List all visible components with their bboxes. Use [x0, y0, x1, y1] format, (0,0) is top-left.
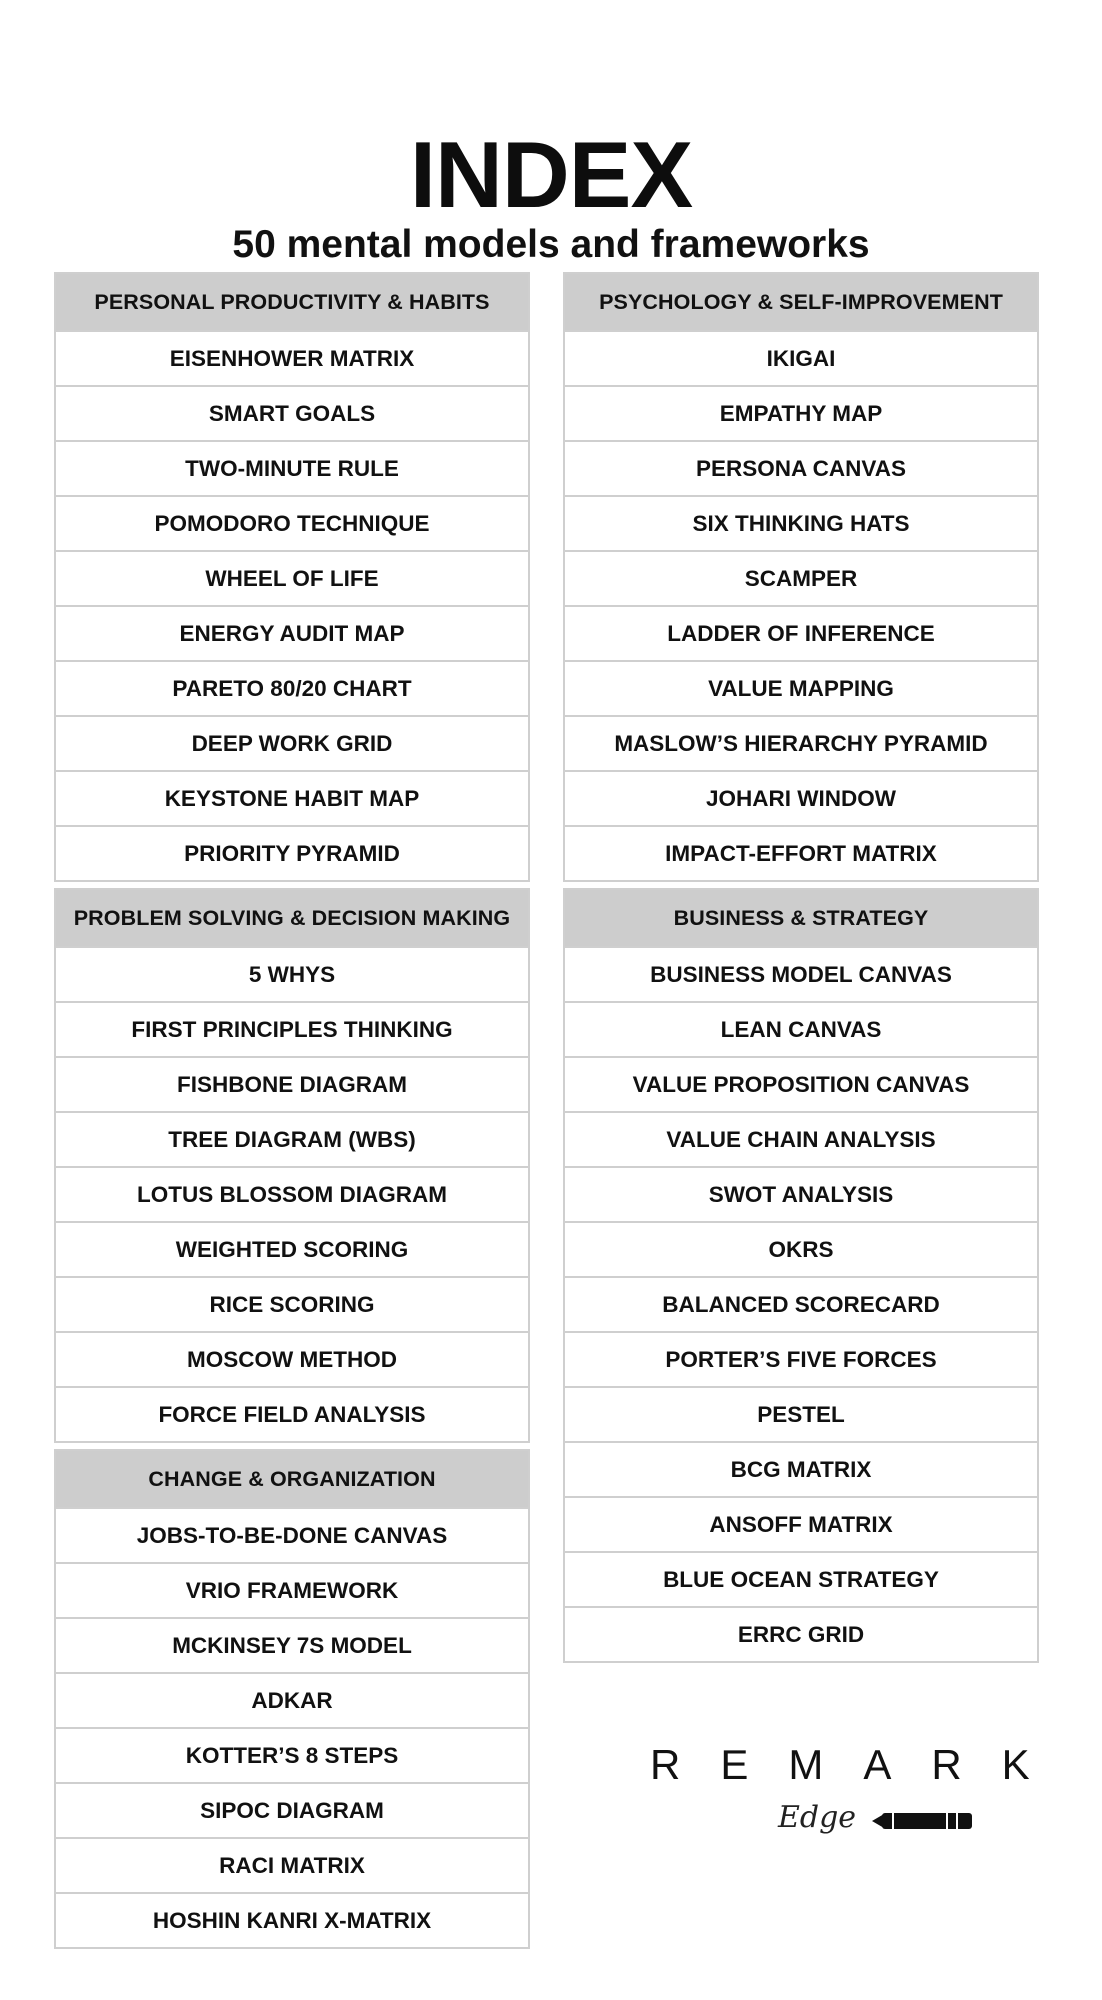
table-row: PARETO 80/20 CHART — [56, 660, 528, 715]
table-row: 5 WHYS — [56, 946, 528, 1001]
page-title: INDEX — [409, 122, 693, 227]
table-row: LEAN CANVAS — [565, 1001, 1037, 1056]
section-heading: PERSONAL PRODUCTIVITY & HABITS — [56, 274, 528, 330]
table-row: EISENHOWER MATRIX — [56, 330, 528, 385]
brand-logo — [600, 1740, 1070, 1850]
table-row: SMART GOALS — [56, 385, 528, 440]
brand-tagline: Edge — [778, 1800, 857, 1835]
table-row: FISHBONE DIAGRAM — [56, 1056, 528, 1111]
table-row: WHEEL OF LIFE — [56, 550, 528, 605]
section-heading: BUSINESS & STRATEGY — [565, 890, 1037, 946]
table-row: OKRS — [565, 1221, 1037, 1276]
pencil-icon — [872, 1810, 976, 1832]
table-row: POMODORO TECHNIQUE — [56, 495, 528, 550]
section-heading: PROBLEM SOLVING & DECISION MAKING — [56, 890, 528, 946]
table-row: JOBS-TO-BE-DONE CANVAS — [56, 1507, 528, 1562]
psychology-table — [563, 272, 1039, 882]
page-subtitle: 50 mental models and frameworks — [232, 223, 870, 266]
brand-name: REMARK — [650, 1741, 1070, 1788]
problem-solving-table — [54, 888, 530, 1443]
table-row: DEEP WORK GRID — [56, 715, 528, 770]
table-row: VALUE MAPPING — [565, 660, 1037, 715]
table-row: VALUE CHAIN ANALYSIS — [565, 1111, 1037, 1166]
table-row: MCKINSEY 7S MODEL — [56, 1617, 528, 1672]
table-row: BALANCED SCORECARD — [565, 1276, 1037, 1331]
table-row: SIX THINKING HATS — [565, 495, 1037, 550]
table-row: MASLOW’S HIERARCHY PYRAMID — [565, 715, 1037, 770]
table-row: RICE SCORING — [56, 1276, 528, 1331]
section-heading: PSYCHOLOGY & SELF-IMPROVEMENT — [565, 274, 1037, 330]
table-row: SCAMPER — [565, 550, 1037, 605]
table-row: PESTEL — [565, 1386, 1037, 1441]
table-row: MOSCOW METHOD — [56, 1331, 528, 1386]
business-table — [563, 888, 1039, 1663]
table-row: RACI MATRIX — [56, 1837, 528, 1892]
table-row: PRIORITY PYRAMID — [56, 825, 528, 880]
table-row: KOTTER’S 8 STEPS — [56, 1727, 528, 1782]
table-row: PERSONA CANVAS — [565, 440, 1037, 495]
table-row: ERRC GRID — [565, 1606, 1037, 1661]
table-row: LOTUS BLOSSOM DIAGRAM — [56, 1166, 528, 1221]
table-row: BCG MATRIX — [565, 1441, 1037, 1496]
table-row: BUSINESS MODEL CANVAS — [565, 946, 1037, 1001]
table-row: EMPATHY MAP — [565, 385, 1037, 440]
table-row: IMPACT-EFFORT MATRIX — [565, 825, 1037, 880]
table-row: TREE DIAGRAM (WBS) — [56, 1111, 528, 1166]
table-row: VRIO FRAMEWORK — [56, 1562, 528, 1617]
table-row: LADDER OF INFERENCE — [565, 605, 1037, 660]
table-row: SIPOC DIAGRAM — [56, 1782, 528, 1837]
table-row: FIRST PRINCIPLES THINKING — [56, 1001, 528, 1056]
table-row: ENERGY AUDIT MAP — [56, 605, 528, 660]
table-row: VALUE PROPOSITION CANVAS — [565, 1056, 1037, 1111]
table-row: BLUE OCEAN STRATEGY — [565, 1551, 1037, 1606]
table-row: ANSOFF MATRIX — [565, 1496, 1037, 1551]
table-row: HOSHIN KANRI X-MATRIX — [56, 1892, 528, 1947]
table-row: PORTER’S FIVE FORCES — [565, 1331, 1037, 1386]
table-row: IKIGAI — [565, 330, 1037, 385]
table-row: FORCE FIELD ANALYSIS — [56, 1386, 528, 1441]
table-row: TWO-MINUTE RULE — [56, 440, 528, 495]
table-row: SWOT ANALYSIS — [565, 1166, 1037, 1221]
table-row: JOHARI WINDOW — [565, 770, 1037, 825]
table-row: ADKAR — [56, 1672, 528, 1727]
table-row: KEYSTONE HABIT MAP — [56, 770, 528, 825]
section-heading: CHANGE & ORGANIZATION — [56, 1451, 528, 1507]
productivity-table — [54, 272, 530, 882]
table-row: WEIGHTED SCORING — [56, 1221, 528, 1276]
change-table — [54, 1449, 530, 1949]
